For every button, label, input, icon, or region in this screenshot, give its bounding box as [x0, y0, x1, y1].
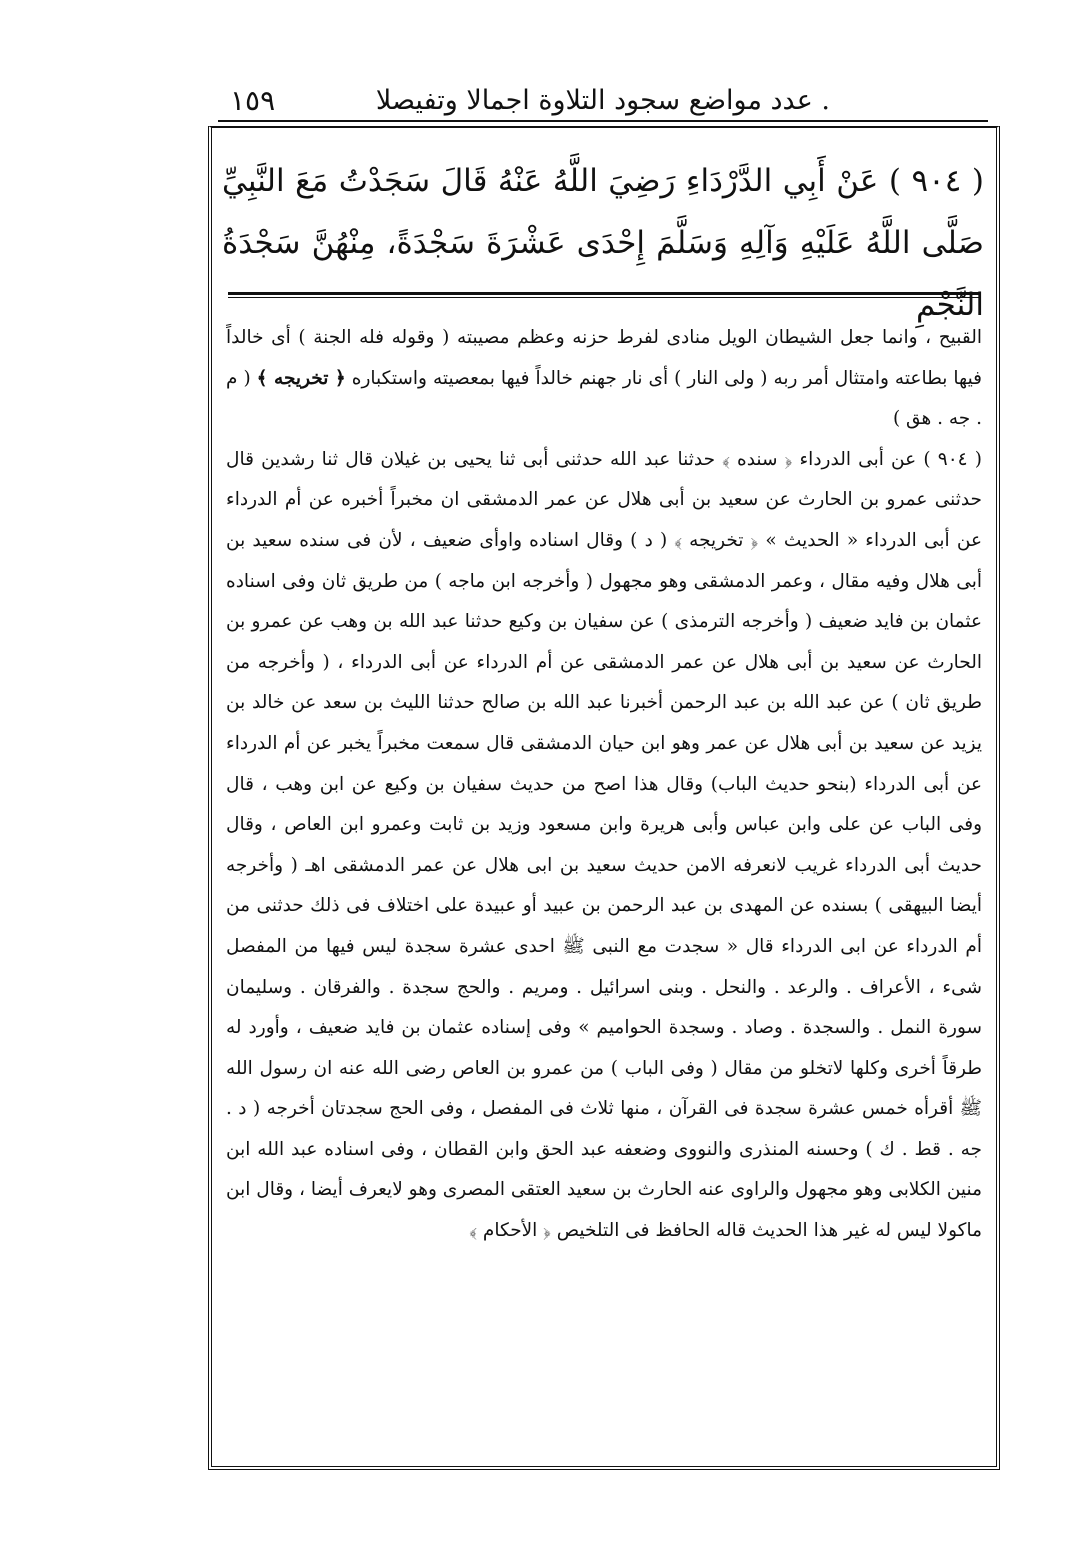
commentary-text: القبيح ، وانما جعل الشيطان الويل منادى لفرط حزنه وعظم مصيبته ( وقوله فله الجنة ) أى خالداً فيها بطاعته وامتثال أمر ربه ( ولى النار ) أى نار جهنم خالداً فيها بمعصيته واستكباره: [226, 327, 982, 389]
hadith-text: ( ٩٠٤ ) عَنْ أَبِي الدَّرْدَاءِ رَضِيَ اللَّهُ عَنْهُ قَالَ سَجَدْتُ مَعَ النَّبِيِّ صَلَّى اللَّهُ عَلَيْهِ وَآلِهِ وَسَلَّمَ إِحْدَى عَشْرَةَ سَجْدَةً، مِنْهُنَّ سَجْدَةُ النَّجْمِ: [222, 163, 984, 323]
commentary-paragraph-2: ( ٩٠٤ ) عن أبى الدرداء ﴿ سنده ﴾ حدثنا عبد الله حدثنى أبى ثنا يحيى بن غيلان قال ثنا رشدين قال حدثنى عمرو بن الحارث عن سعيد بن أبى هلال عن عمر الدمشقى ان مخبراً أخبره عن أم الدرداء عن أبى الدرداء « الحديث » ﴿ تخريجه ﴾ ( د ) وقال اسناده واوأى ضعيف ، لأن فى سنده سعيد بن أبى هلال وفيه مقال ، وعمر الدمشقى وهو مجهول ( وأخرجه ابن ماجه ) من طريق ثان وفى اسناده عثمان بن فايد ضعيف ( وأخرجه الترمذى ) عن سفيان بن وكيع حدثنا عبد الله بن وهب عن عمرو بن الحارث عن سعيد بن أبى هلال عن عمر الدمشقى عن أم الدرداء عن أبى الدرداء ، ( وأخرجه من طريق ثان ) عن عبد الله بن عبد الرحمن أخبرنا عبد الله بن صالح حدثنا الليث بن سعد عن خالد بن يزيد عن سعيد بن أبى هلال عن عمر وهو ابن حيان الدمشقى قال سمعت مخبراً يخبر عن أم الدرداء عن أبى الدرداء (بنحو حديث الباب) وقال هذا اصح من حديث سفيان بن وكيع عن ابن وهب ، قال وفى الباب عن على وابن عباس وأبى هريرة وابن مسعود وزيد بن ثابت وعمرو ابن العاص ، وقال حديث أبى الدرداء غريب لانعرفه الامن حديث سعيد بن ابى هلال عن عمر الدمشقى اهـ ( وأخرجه أيضا البيهقى ) بسنده عن المهدى بن عبد الرحمن بن عبيد أو عبيدة على اختلاف فى ذلك حدثنى من أم الدرداء عن ابى الدرداء قال « سجدت مع النبى ﷺ احدى عشرة سجدة ليس فيها من المفصل شىء ، الأعراف . والرعد . والنحل . وبنى اسرائيل . ومريم . والحج سجدة . والفرقان . وسليمان سورة النمل . والسجدة . وصاد . وسجدة الحواميم » وفى إسناده عثمان بن فايد ضعيف ، وأورد له طرقاً أخرى وكلها لاتخلو من مقال ( وفى الباب ) من عمرو بن العاص رضى الله عنه ان رسول الله ﷺ أقرأه خمس عشرة سجدة فى القرآن ، منها ثلاث فى المفصل ، وفى الحج سجدتان أخرجه ( د . جه . قط . ك ) وحسنه المنذرى والنووى وضعفه عبد الحق وابن القطان ، وفى اسناده عبد الله ابن منين الكلابى وهو مجهول والراوى عنه الحارث بن سعيد العتقى المصرى وهو لايعرف أيضا ، وقال ابن ماكولا ليس له غير هذا الحديث قاله الحافظ فى التلخيص ﴿ الأحكام ﴾: [226, 448, 982, 1242]
running-title: . عدد مواضع سجود التلاوة اجمالا وتفيصلا: [375, 84, 830, 116]
header-rule: [218, 120, 988, 122]
commentary-paragraph-1: [226, 318, 982, 440]
page-header: [230, 80, 830, 120]
takhrij-label: ﴿ تخريجه ﴾: [256, 367, 346, 389]
takhrij-reference: ( م . جه . هق ): [226, 367, 982, 430]
section-divider: [228, 292, 980, 298]
commentary: [226, 318, 982, 1252]
page-number: ١٥٩: [230, 83, 276, 117]
